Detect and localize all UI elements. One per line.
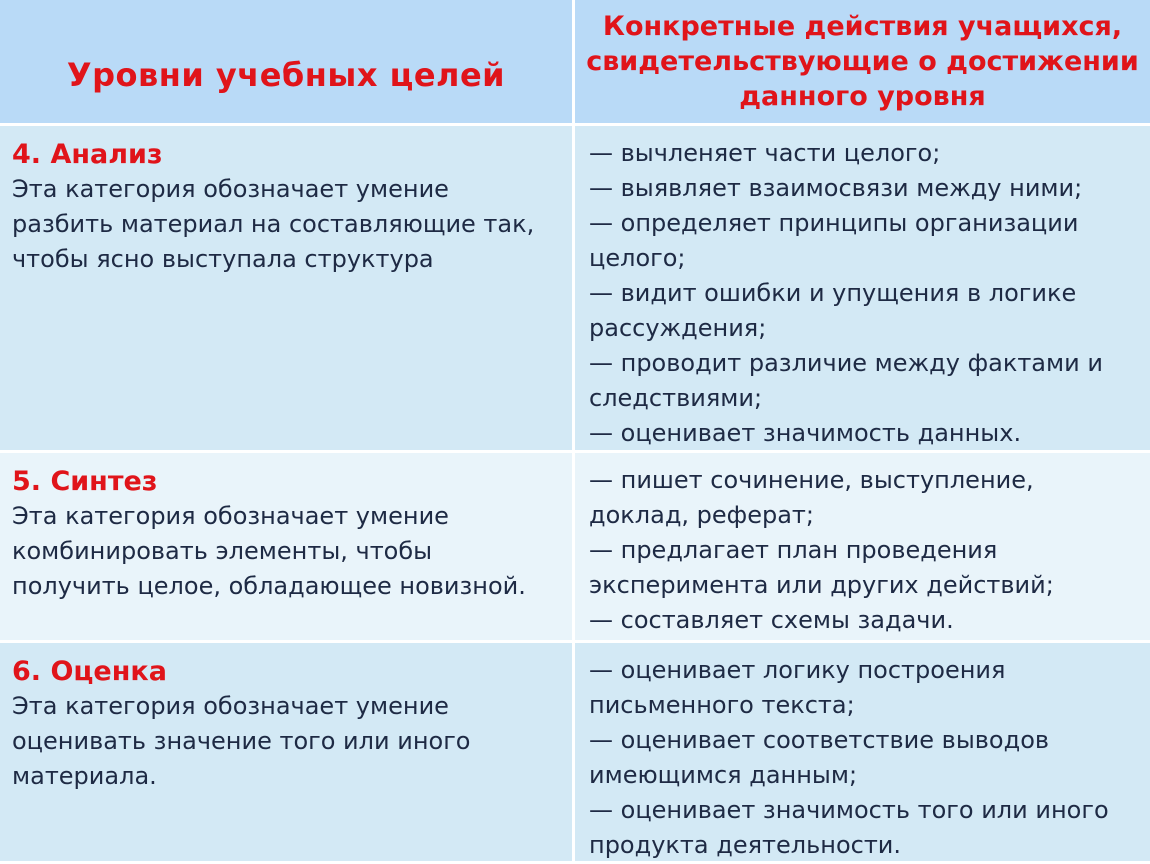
action-line: рассуждения; <box>589 314 767 342</box>
actions-cell-synthesis <box>575 453 1150 643</box>
action-line: — оценивает логику построения <box>589 656 1006 684</box>
level-description-line: Эта категория обозначает умение <box>12 175 449 203</box>
action-line: доклад, реферат; <box>589 501 814 529</box>
level-description-line: оценивать значение того или иного <box>12 727 471 755</box>
header-actions-title: Конкретные действия учащихся, свидетельствующие о достижении данного уровня <box>586 11 1139 112</box>
action-line: — определяет принципы организации <box>589 209 1079 237</box>
header-levels-title: Уровни учебных целей <box>66 55 506 94</box>
level-description-line: получить целое, обладающее новизной. <box>12 572 526 600</box>
action-line: письменного текста; <box>589 691 855 719</box>
level-description-line: материала. <box>12 762 157 790</box>
action-line: — пишет сочинение, выступление, <box>589 466 1034 494</box>
action-line: — составляет схемы задачи. <box>589 606 954 634</box>
level-description-line: Эта категория обозначает умение <box>12 692 449 720</box>
action-line: продукта деятельности. <box>589 831 902 859</box>
actions-cell-analysis <box>575 126 1150 453</box>
level-cell-synthesis <box>0 453 575 643</box>
level-cell-analysis <box>0 126 575 453</box>
action-line: имеющимся данным; <box>589 761 858 789</box>
level-title: 6. Оценка <box>12 656 167 687</box>
header-actions-cell <box>575 0 1150 126</box>
action-line: эксперимента или других действий; <box>589 571 1054 599</box>
action-line: следствиями; <box>589 384 763 412</box>
header-levels-cell <box>0 0 575 126</box>
level-title: 5. Синтез <box>12 466 158 497</box>
action-line: — вычленяет части целого; <box>589 139 941 167</box>
level-description-line: Эта категория обозначает умение <box>12 502 449 530</box>
action-line: — видит ошибки и упущения в логике <box>589 279 1077 307</box>
level-description-line: чтобы ясно выступала структура <box>12 245 434 273</box>
level-description-line: комбинировать элементы, чтобы <box>12 537 433 565</box>
level-cell-evaluation <box>0 643 575 864</box>
action-line: — оценивает соответствие выводов <box>589 726 1050 754</box>
level-title: 4. Анализ <box>12 139 163 170</box>
actions-cell-evaluation <box>575 643 1150 864</box>
level-description-line: разбить материал на составляющие так, <box>12 210 535 238</box>
action-line: — выявляет взаимосвязи между ними; <box>589 174 1083 202</box>
action-line: целого; <box>589 244 686 272</box>
action-line: — предлагает план проведения <box>589 536 998 564</box>
action-line: — проводит различие между фактами и <box>589 349 1103 377</box>
action-line: — оценивает значимость того или иного <box>589 796 1109 824</box>
action-line: — оценивает значимость данных. <box>589 419 1022 447</box>
